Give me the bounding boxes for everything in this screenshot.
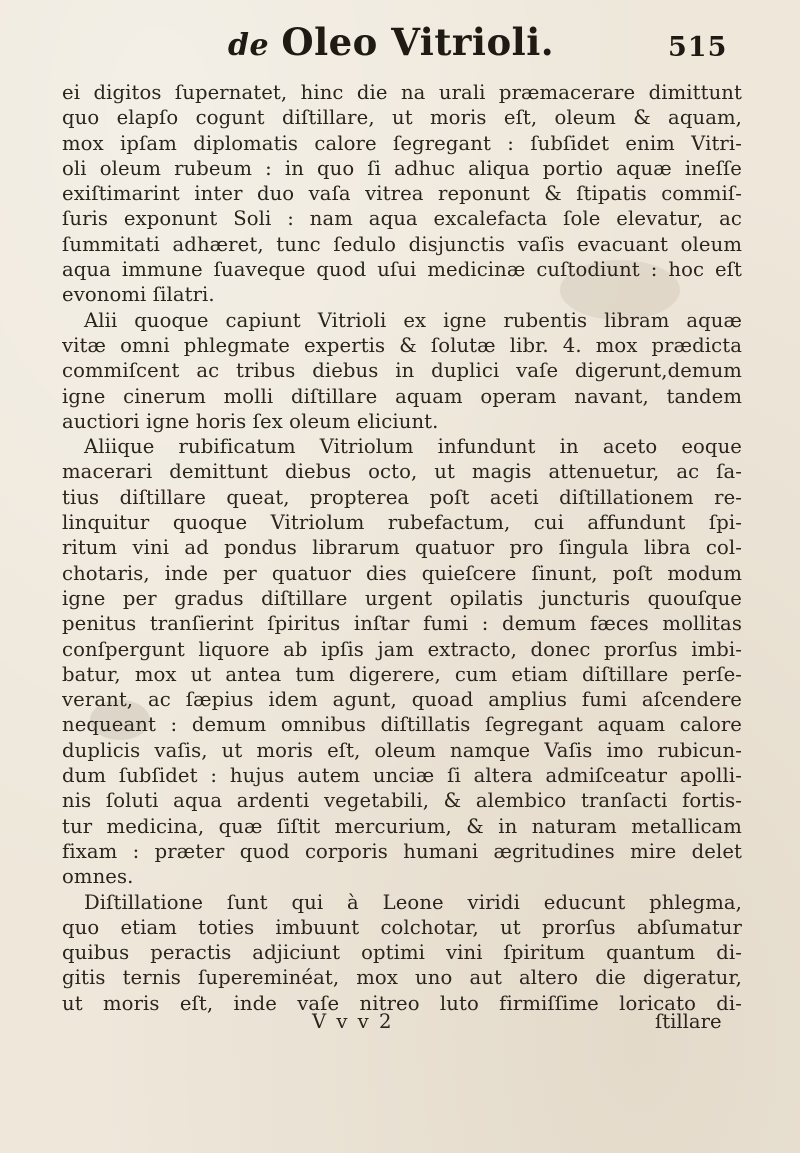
text-line: commiſcent ac tribus diebus in duplici vaſe digerunt,demum bbox=[62, 359, 742, 383]
text-line: nis ſoluti aqua ardenti vegetabili, & alembico tranſacti fortis- bbox=[62, 789, 742, 813]
signature-mark: V v v 2 bbox=[312, 1010, 394, 1033]
text-line: conſpergunt liquore ab ipſis jam extracto, donec prorſus imbi- bbox=[62, 637, 742, 661]
text-line: dum ſubſidet : hujus autem unciæ ſi altera admiſceatur apolli- bbox=[62, 764, 742, 788]
text-line: quo elapſo cogunt diſtillare, ut moris eſt, oleum & aquam, bbox=[62, 106, 742, 130]
text-line: nequeant : demum omnibus diſtillatis ſegregant aquam calore bbox=[62, 713, 742, 737]
text-line: Alii quoque capiunt Vitrioli ex igne rubentis libram aquæ bbox=[84, 308, 742, 332]
text-line: tur medicina, quæ ſiſtit mercurium, & in naturam metallicam bbox=[62, 814, 742, 838]
running-title bbox=[228, 20, 554, 64]
text-line: igne per gradus diſtillare urgent opilatis juncturis quouſque bbox=[62, 586, 742, 610]
text-line: auctiori igne horis ſex oleum eliciunt. bbox=[62, 409, 439, 433]
text-line: ſuris exponunt Soli : nam aqua excalefacta ſole elevatur, ac bbox=[62, 207, 742, 231]
text-line: Diſtillatione ſunt qui à Leone viridi educunt phlegma, bbox=[84, 890, 742, 914]
text-line: chotaris, inde per quatuor dies quieſcere ſinunt, poſt modum bbox=[62, 561, 742, 585]
title-prefix: de bbox=[228, 28, 270, 63]
text-line: penitus tranſierint ſpiritus inſtar fumi : demum fæces mollitas bbox=[62, 612, 742, 636]
body-text bbox=[62, 80, 742, 1016]
text-line: duplicis vaſis, ut moris eſt, oleum namque Vaſis imo rubicun- bbox=[62, 738, 742, 762]
text-line: verant, ac ſæpius idem agunt, quoad amplius fumi aſcendere bbox=[62, 688, 742, 712]
text-line: ut moris eſt, inde vaſe nitreo luto firmiſſime loricato di- bbox=[62, 991, 742, 1015]
text-line: oli oleum rubeum : in quo ſi adhuc aliqua portio aquæ ineſſe bbox=[62, 156, 742, 180]
text-line: fixam : præter quod corporis humani ægritudines mire delet bbox=[62, 839, 742, 863]
text-line: macerari demittunt diebus octo, ut magis attenuetur, ac ſa- bbox=[62, 460, 742, 484]
text-line: ſummitati adhæret, tunc ſedulo disjunctis vaſis evacuant oleum bbox=[62, 232, 742, 256]
title-main: Oleo Vitrioli. bbox=[281, 20, 555, 64]
text-line: igne cinerum molli diſtillare aquam operam navant, tandem bbox=[62, 384, 742, 408]
text-line: quo etiam toties imbuunt colchotar, ut prorſus abſumatur bbox=[62, 915, 742, 939]
catchword: ſtillare bbox=[655, 1010, 722, 1033]
text-line: exiſtimarint inter duo vaſa vitrea reponunt & ſtipatis commiſ- bbox=[62, 182, 742, 206]
text-line: ei digitos ſupernatet, hinc die na urali præmacerare dimittunt bbox=[62, 81, 742, 104]
page-header bbox=[0, 18, 800, 68]
text-line: linquitur quoque Vitriolum rubefactum, cui affundunt ſpi- bbox=[62, 511, 742, 535]
text-line: tius diſtillare queat, propterea poſt aceti diſtillationem re- bbox=[62, 485, 742, 509]
text-line: vitæ omni phlegmate expertis & ſolutæ libr. 4. mox prædicta bbox=[62, 333, 742, 357]
page-number: 515 bbox=[668, 32, 728, 63]
text-line: aqua immune ſuaveque quod uſui medicinæ cuſtodiunt : hoc eſt bbox=[62, 258, 742, 282]
text-line: evonomi ſilatri. bbox=[62, 283, 215, 307]
text-line: batur, mox ut antea tum digerere, cum etiam diſtillare perſe- bbox=[62, 662, 742, 686]
text-line: Aliique rubificatum Vitriolum infundunt in aceto eoque bbox=[84, 435, 742, 459]
text-line: gitis ternis ſupereminéat, mox uno aut altero die digeratur, bbox=[62, 966, 742, 990]
text-line: omnes. bbox=[62, 865, 134, 889]
page-footer bbox=[62, 1010, 742, 1036]
text-line: ritum vini ad pondus librarum quatuor pro ſingula libra col- bbox=[62, 536, 742, 560]
text-line: quibus peractis adjiciunt optimi vini ſpiritum quantum di- bbox=[62, 941, 742, 965]
text-line: mox ipſam diplomatis calore ſegregant : ſubſidet enim Vitri- bbox=[62, 131, 742, 155]
